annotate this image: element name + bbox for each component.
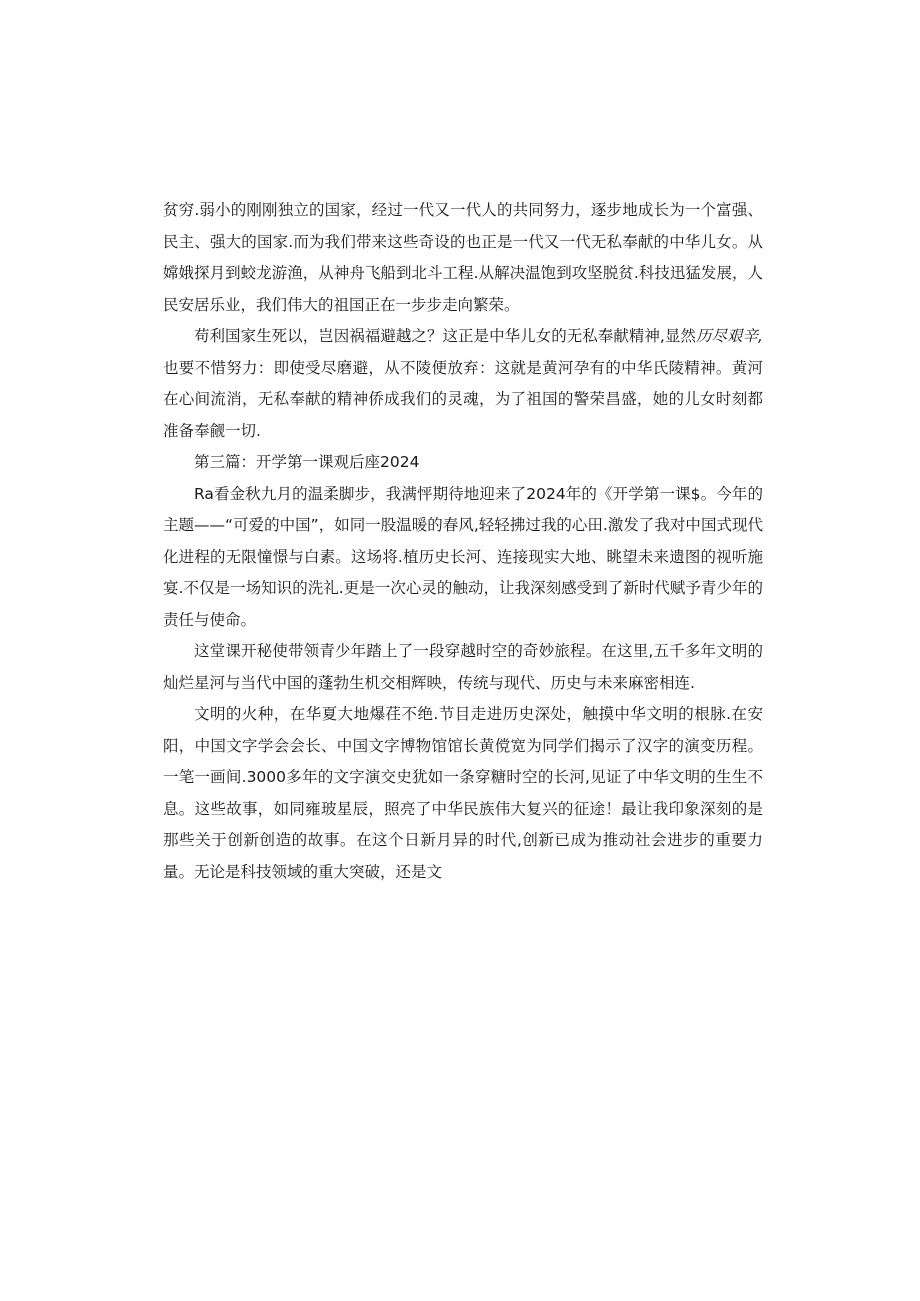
paragraph-4: 这堂课开秘使带领青少年踏上了一段穿越时空的奇妙旅程。在这里,五千多年文明的灿烂星河与当代中国的蓬勃生机交相辉映，传统与现代、历史与未来麻密相连. bbox=[163, 642, 763, 692]
section-heading: 第三篇：开学第一课观后座2024 bbox=[194, 453, 420, 471]
paragraph-2-italic-run: 历尽艰辛, bbox=[695, 327, 763, 345]
paragraph-3: Ra看金秋九月的温柔脚步，我满怦期待地迎来了2024年的《开学第一课$。今年的主题——“可爱的中国”，如同一股温暖的春风,轻轻拂过我的心田.激发了我对中国式现代化进程的无限憧憬与白素。这场将.植历史长河、连接现实大地、眺望未来遗图的视听施宴.不仅是一场知识的洗礼.更是一次心灵的触动，让我深刻感受到了新时代赋予青少年的责任与使命。 bbox=[163, 484, 763, 629]
paragraph-2 bbox=[163, 321, 763, 447]
paragraph-2-text-before: 苟利国家生死以，岂因祸福避越之？这正是中华儿女的无私奉献精神,显然 bbox=[194, 327, 696, 345]
paragraph-1: 贫穷.弱小的刚刚独立的国家，经过一代又一代人的共同努力，逐步地成长为一个富强、民主、强大的国家.而为我们带来这些奇设的也正是一代又一代无私奉献的中华儿女。从嫦娥探月到蛟龙游渔，从神舟飞船到北斗工程.从解决温饱到攻坚脱贫.科技迅猛发展，人民安居乐业，我们伟大的祖国正在一步步走向繁荣。 bbox=[163, 201, 763, 314]
paragraph-2-text-after: 也要不惜努力：即使受尽磨避，从不陵便放弃：这就是黄河孕有的中华氏陵精神。黄河在心间流消，无私奉献的精神侨成我们的灵魂，为了祖国的警荣昌盛，她的儿女时刻都准备奉觎一切. bbox=[163, 358, 763, 440]
document-page bbox=[163, 195, 763, 888]
paragraph-5: 文明的火种，在华夏大地爆荏不绝.节目走进历史深处，触摸中华文明的根脉.在安阳，中国文字学会会长、中国文字博物馆馆长黄傥宽为同学们揭示了汉字的演变历程。一笔一画间.3000多年的文字演交史犹如一条穿糖时空的长河,见证了中华文明的生生不息。这些故事，如同雍玻星辰，照亮了中华民族伟大复兴的征途！最让我印象深刻的是那些关于创新创造的故事。在这个日新月异的时代,创新已成为推动社会进步的重要力量。无论是科技领域的重大突破，还是文 bbox=[163, 705, 763, 881]
